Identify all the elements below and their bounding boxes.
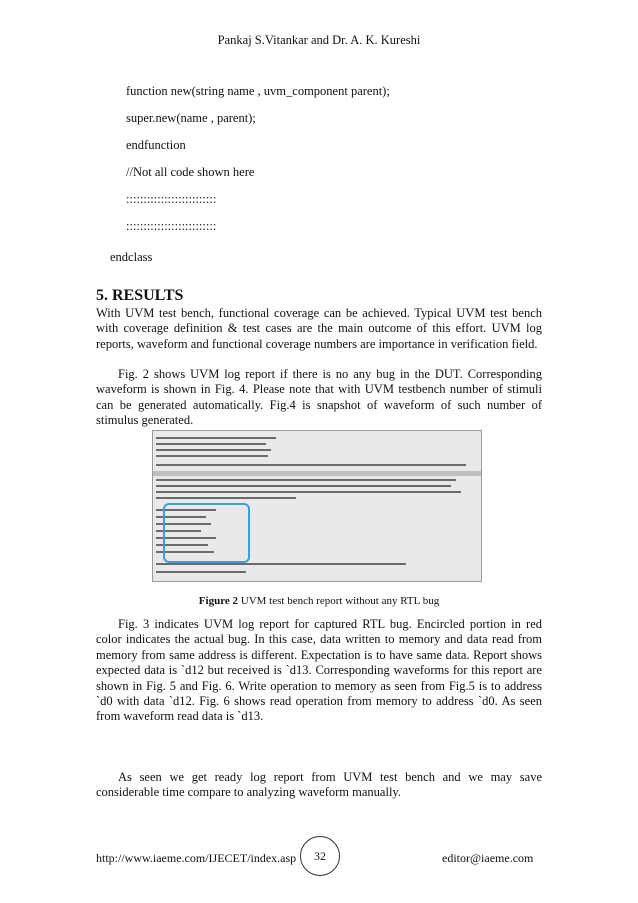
section-title: 5. RESULTS — [96, 287, 184, 304]
highlight-circle — [163, 503, 250, 563]
figure-line — [156, 491, 461, 493]
figure-line — [156, 497, 296, 499]
code-line: endfunction — [126, 138, 186, 152]
figure-line — [156, 479, 456, 481]
running-header: Pankaj S.Vitankar and Dr. A. K. Kureshi — [217, 33, 421, 47]
figure-line — [156, 464, 466, 466]
paragraph-4: As seen we get ready log report from UVM test bench and we may save considerable time compare to analyzing waveform manually. — [96, 770, 542, 800]
figure-line — [156, 485, 451, 487]
figure-line — [156, 443, 266, 445]
code-endclass: endclass — [110, 250, 153, 264]
paragraph-1: With UVM test bench, functional coverage can be achieved. Typical UVM test bench with coverage definition & test cases are the main outcome of this effort. UVM log reports, waveform and functional coverage numbers are importance in verification field. — [96, 306, 542, 351]
code-line: function new(string name , uvm_component parent); — [126, 84, 390, 98]
figure-bar — [153, 471, 481, 476]
figure-line — [156, 449, 271, 451]
figure-caption-text: UVM test bench report without any RTL bug — [238, 595, 440, 607]
figure-line — [156, 437, 276, 439]
figure-caption — [0, 595, 638, 607]
footer-url: http://www.iaeme.com/IJECET/index.asp — [96, 851, 297, 865]
paragraph-3: Fig. 3 indicates UVM log report for captured RTL bug. Encircled portion in red color indicates the actual bug. In this case, data written to memory and data read from memory from same address is different. Expectation is to have same data. Report shows expected data is `d12 but received is `d13. Corresponding waveforms for this report are shown in Fig. 5 and Fig. 6. Write operation to memory as seen from Fig.5 is to address `d0 with data `d12. Fig. 6 shows read operation from memory to address `d0. As seen from waveform read data is `d13. — [96, 617, 542, 724]
code-line: super.new(name , parent); — [126, 111, 256, 125]
figure-line — [156, 563, 406, 565]
page-number: 32 — [300, 836, 340, 876]
figure-caption-label: Figure 2 — [198, 595, 239, 607]
figure-2-image — [152, 430, 482, 582]
figure-line — [156, 571, 246, 573]
code-line: //Not all code shown here — [126, 165, 255, 179]
code-line: :::::::::::::::::::::::::: — [126, 219, 217, 233]
footer-email: editor@iaeme.com — [442, 851, 534, 865]
figure-line — [156, 455, 268, 457]
code-line: :::::::::::::::::::::::::: — [126, 192, 217, 206]
paragraph-2: Fig. 2 shows UVM log report if there is no any bug in the DUT. Corresponding waveform is shown in Fig. 4. Please note that with UVM testbench number of stimuli can be generated automatically. Fig.4 is snapshot of waveform of such number of stimulus generated. — [96, 367, 542, 428]
